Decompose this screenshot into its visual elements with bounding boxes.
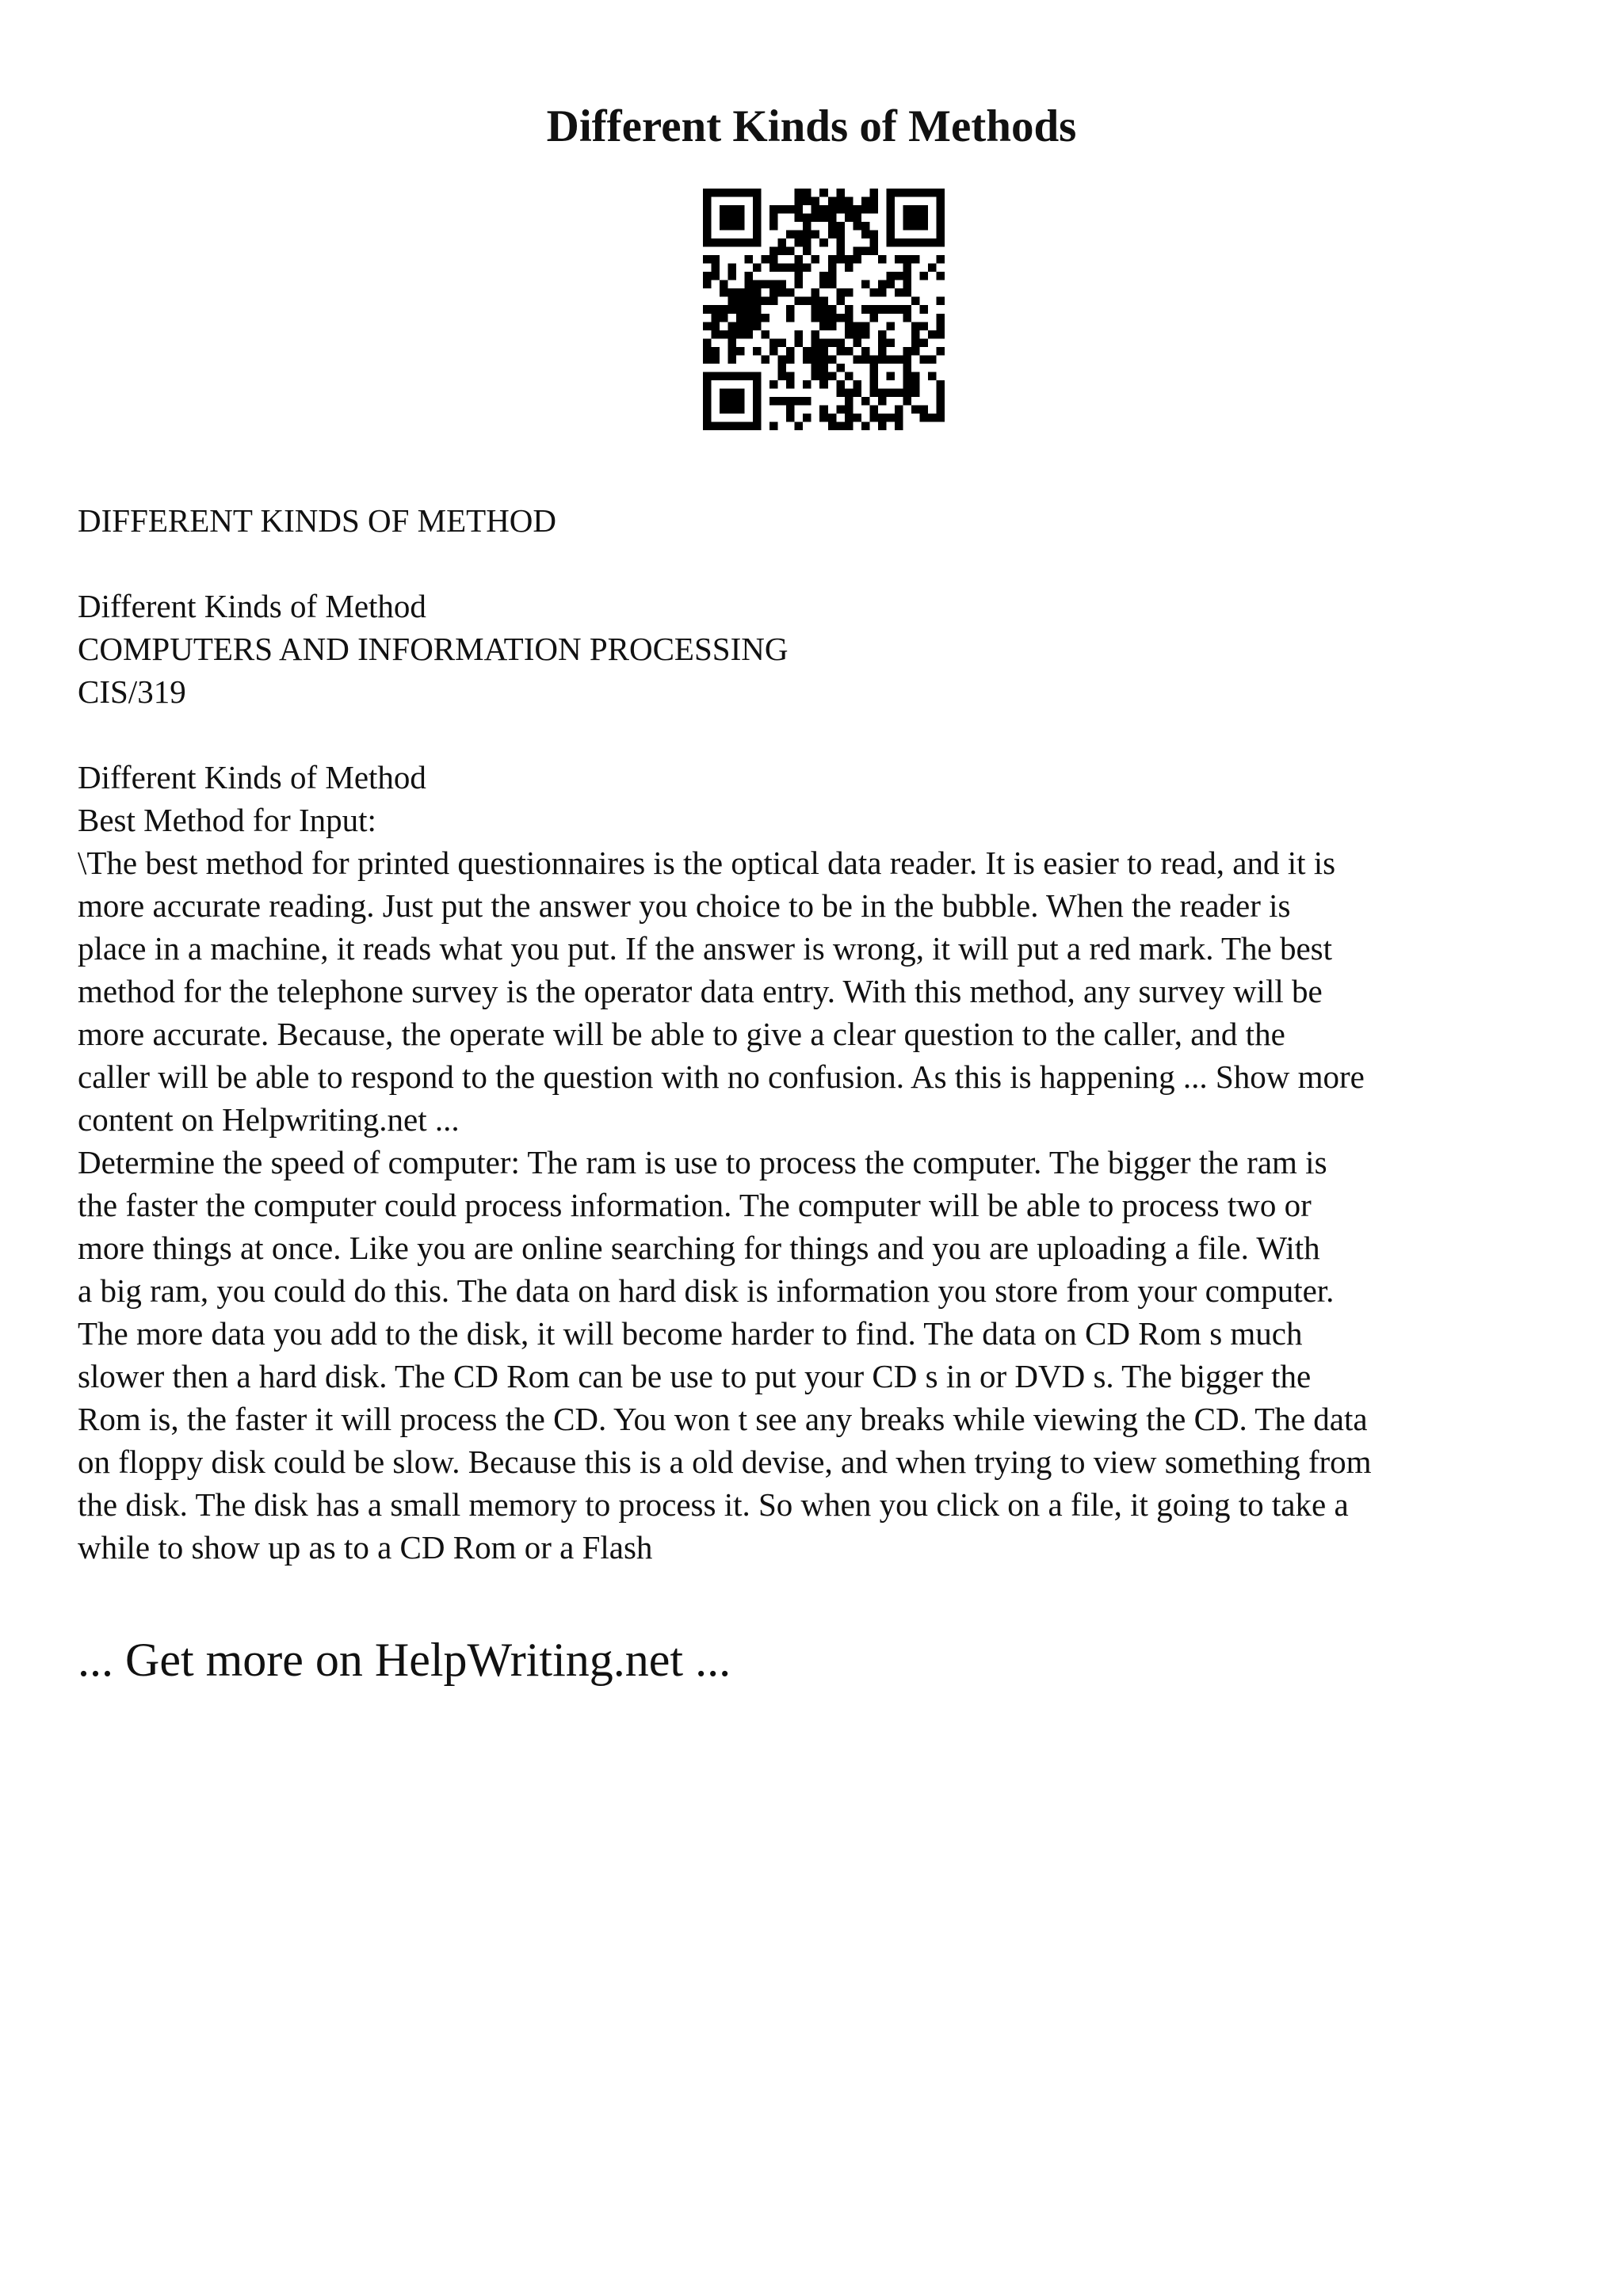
get-more-link[interactable]: ... Get more on HelpWriting.net ... bbox=[78, 1634, 731, 1686]
section-subtitle: Best Method for Input: bbox=[78, 802, 376, 838]
paragraph-line: Determine the speed of computer: The ram is use to process the computer. The bigger the ram is bbox=[78, 1144, 1327, 1180]
section-title: Different Kinds of Method bbox=[78, 759, 426, 795]
qr-code-icon bbox=[703, 189, 945, 430]
paragraph-line: more accurate. Because, the operate will be able to give a clear question to the caller, and the bbox=[78, 1016, 1285, 1052]
paragraph-line: more things at once. Like you are online searching for things and you are uploading a file. With bbox=[78, 1230, 1320, 1266]
paragraph-line: on floppy disk could be slow. Because this is a old devise, and when trying to view something from bbox=[78, 1444, 1372, 1480]
paragraph-line: slower then a hard disk. The CD Rom can be use to put your CD s in or DVD s. The bigger the bbox=[78, 1358, 1312, 1394]
paragraph-computer-speed bbox=[78, 1141, 1568, 1569]
paragraph-line: The more data you add to the disk, it will become harder to find. The data on CD Rom s much bbox=[78, 1315, 1303, 1352]
paragraph-line: place in a machine, it reads what you put. If the answer is wrong, it will put a red mark. The best bbox=[78, 930, 1332, 967]
paragraph-line: caller will be able to respond to the question with no confusion. As this is happening ... Show more bbox=[78, 1058, 1365, 1095]
paragraph-line: a big ram, you could do this. The data on hard disk is information you store from your computer. bbox=[78, 1272, 1335, 1309]
course-code: CIS/319 bbox=[78, 673, 186, 710]
paragraph-line: Rom is, the faster it will process the CD. You won t see any breaks while viewing the CD. The data bbox=[78, 1401, 1368, 1437]
paragraph-line: content on Helpwriting.net ... bbox=[78, 1101, 460, 1138]
course-name: COMPUTERS AND INFORMATION PROCESSING bbox=[78, 631, 789, 667]
paragraph-line: method for the telephone survey is the operator data entry. With this method, any survey will be bbox=[78, 973, 1323, 1009]
paragraph-line: while to show up as to a CD Rom or a Flash bbox=[78, 1529, 653, 1566]
header-line: DIFFERENT KINDS OF METHOD bbox=[78, 502, 557, 539]
page-title: Different Kinds of Methods bbox=[546, 101, 1077, 151]
paragraph-input-methods bbox=[78, 841, 1568, 1141]
cover-title: Different Kinds of Method bbox=[78, 588, 426, 624]
paragraph-line: the disk. The disk has a small memory to process it. So when you click on a file, it going to take a bbox=[78, 1486, 1349, 1523]
paragraph-line: more accurate reading. Just put the answer you choice to be in the bubble. When the reader is bbox=[78, 887, 1291, 924]
paragraph-line: \The best method for printed questionnaires is the optical data reader. It is easier to read, and it is bbox=[78, 845, 1336, 881]
paragraph-line: the faster the computer could process information. The computer will be able to process two or bbox=[78, 1187, 1312, 1223]
document-body bbox=[78, 499, 1568, 1569]
